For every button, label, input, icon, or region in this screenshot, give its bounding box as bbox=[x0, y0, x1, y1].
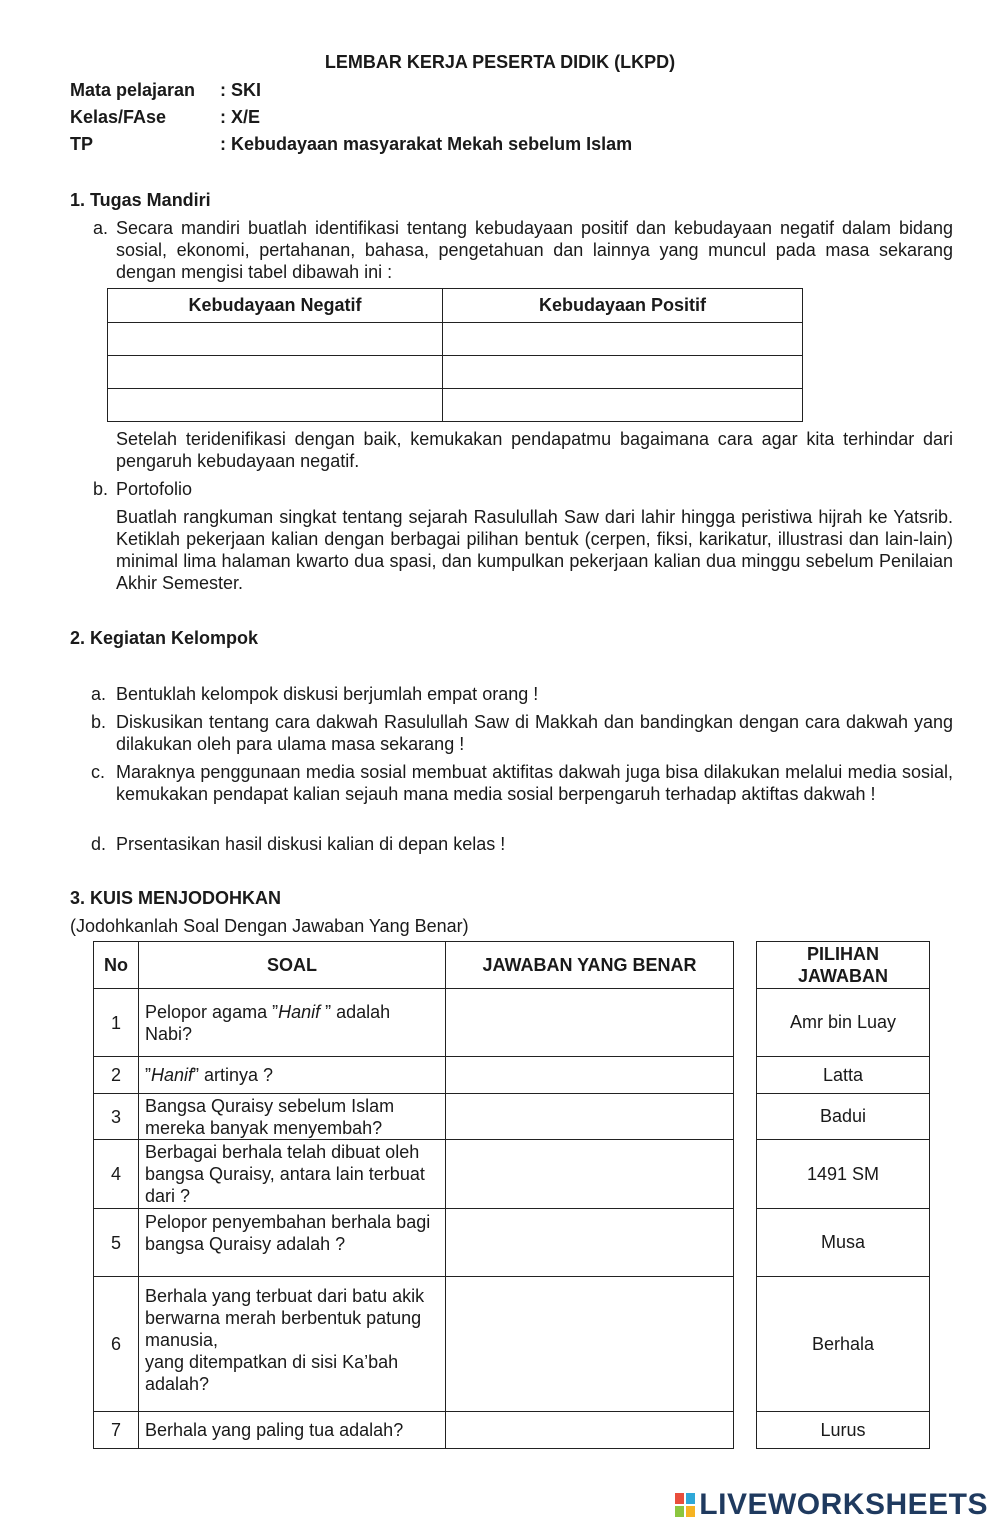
page-title: LEMBAR KERJA PESERTA DIDIK (LKPD) bbox=[324, 52, 676, 72]
question-text: Pelopor penyembahan berhala bagi bangsa Quraisy adalah ? bbox=[139, 1209, 446, 1277]
culture-table bbox=[107, 288, 803, 422]
header-value: : SKI bbox=[220, 80, 262, 100]
table-row bbox=[94, 1094, 734, 1140]
choices-header: PILIHAN JAWABAN bbox=[757, 942, 930, 989]
table-row bbox=[94, 1412, 734, 1449]
portfolio-text: Buatlah rangkuman singkat tentang sejarah Rasulullah Saw dari lahir hingga peristiwa hijrah ke Yatsrib. Ketiklah pekerjaan kalian dengan berbagai pilihan bentuk (cerpen, fiksi, karikatur, illustrasi dan lain-lain) minimal lima halaman kwarto dua spasi, dan kumpulkan pekerjaan kalian dua minggu sebelum Penilaian Akhir Semester. bbox=[116, 507, 953, 593]
answer-drop-zone[interactable] bbox=[446, 1277, 734, 1412]
question-text: Bangsa Quraisy sebelum Islam mereka banyak menyembah? bbox=[139, 1094, 446, 1140]
table-row bbox=[94, 1140, 734, 1209]
section-3-title: 3. KUIS MENJODOHKAN bbox=[70, 888, 282, 908]
question-text-pre: ” bbox=[145, 1065, 151, 1085]
culture-header-positive: Kebudayaan Positif bbox=[443, 289, 803, 323]
question-number: 2 bbox=[94, 1057, 139, 1094]
question-number: 5 bbox=[94, 1209, 139, 1277]
header-label: Mata pelajaran bbox=[70, 80, 196, 100]
question-number: 7 bbox=[94, 1412, 139, 1449]
section-1a-text: Secara mandiri buatlah identifikasi tentang kebudayaan positif dan kebudayaan negatif dalam bidang sosial, ekonomi, pertahanan, bahasa, pengetahuan dan lainnya yang muncul pada masa sekarang dengan mengisi tabel dibawah ini : bbox=[116, 218, 953, 282]
answer-choice[interactable]: Amr bin Luay bbox=[757, 989, 930, 1057]
quiz-header-answer: JAWABAN YANG BENAR bbox=[446, 942, 734, 989]
header-value: : X/E bbox=[220, 107, 261, 127]
quiz-header-no: No bbox=[94, 942, 139, 989]
portfolio-title: Portofolio bbox=[116, 479, 193, 499]
header-row-tp bbox=[0, 134, 1000, 158]
question-text: Berbagai berhala telah dibuat oleh bangsa Quraisy, antara lain terbuat dari ? bbox=[139, 1140, 446, 1209]
question-text-post: ” adalah Nabi? bbox=[145, 1001, 391, 1044]
list-item: Diskusikan tentang cara dakwah Rasulullah Saw di Makkah dan bandingkan dengan cara dakwah yang dilakukan oleh para ulama masa sekarang ! bbox=[116, 712, 953, 754]
question-number: 3 bbox=[94, 1094, 139, 1140]
choices-table bbox=[756, 941, 930, 1449]
item-label: d. bbox=[91, 834, 107, 854]
culture-cell-input[interactable] bbox=[443, 389, 803, 422]
question-text: Berhala yang terbuat dari batu akik berwarna merah berbentuk patung manusia, yang ditempatkan di sisi Ka’bah adalah? bbox=[139, 1277, 446, 1412]
question-text-emphasis: Hanif bbox=[151, 1065, 194, 1085]
list-item: Bentuklah kelompok diskusi berjumlah empat orang ! bbox=[116, 684, 539, 704]
question-text: Berhala yang paling tua adalah? bbox=[139, 1412, 446, 1449]
answer-choice[interactable]: Berhala bbox=[757, 1277, 930, 1412]
list-item: Maraknya penggunaan media sosial membuat aktifitas dakwah juga bisa dilakukan melalui media sosial, kemukakan pendapat kalian sejauh mana media sosial berpengaruh terhadap aktiftas dakwah ! bbox=[116, 762, 953, 804]
question-text-pre: Pelopor agama ” bbox=[145, 1001, 279, 1022]
question-number: 1 bbox=[94, 989, 139, 1057]
table-row bbox=[108, 356, 803, 389]
culture-cell-input[interactable] bbox=[443, 323, 803, 356]
answer-drop-zone[interactable] bbox=[446, 989, 734, 1057]
table-row bbox=[94, 1057, 734, 1094]
culture-cell-input[interactable] bbox=[108, 389, 443, 422]
question-text bbox=[139, 1057, 446, 1094]
liveworksheets-logo bbox=[675, 1488, 988, 1522]
answer-choice[interactable]: Lurus bbox=[757, 1412, 930, 1449]
culture-cell-input[interactable] bbox=[108, 356, 443, 389]
answer-drop-zone[interactable] bbox=[446, 1140, 734, 1209]
logo-text: LIVEWORKSHEETS bbox=[699, 1488, 988, 1521]
answer-drop-zone[interactable] bbox=[446, 1412, 734, 1449]
table-row bbox=[94, 989, 734, 1057]
header-label: Kelas/FAse bbox=[70, 107, 167, 127]
list-item: Prsentasikan hasil diskusi kalian di depan kelas ! bbox=[116, 834, 506, 854]
header-value: : Kebudayaan masyarakat Mekah sebelum Islam bbox=[220, 134, 633, 154]
answer-drop-zone[interactable] bbox=[446, 1209, 734, 1277]
table-row bbox=[108, 389, 803, 422]
answer-drop-zone[interactable] bbox=[446, 1094, 734, 1140]
question-number: 4 bbox=[94, 1140, 139, 1209]
answer-choice[interactable]: Musa bbox=[757, 1209, 930, 1277]
question-number: 6 bbox=[94, 1277, 139, 1412]
quiz-header-soal: SOAL bbox=[139, 942, 446, 989]
logo-blocks-icon bbox=[675, 1493, 695, 1517]
section-2-title: 2. Kegiatan Kelompok bbox=[70, 628, 259, 648]
item-label: c. bbox=[91, 762, 106, 782]
header-row-class bbox=[0, 107, 1000, 131]
answer-drop-zone[interactable] bbox=[446, 1057, 734, 1094]
item-label: b. bbox=[91, 712, 107, 732]
section-1-title: 1. Tugas Mandiri bbox=[70, 190, 211, 210]
item-label: a. bbox=[93, 218, 109, 238]
section-1-after-table: Setelah teridenifikasi dengan baik, kemukakan pendapatmu bagaimana cara agar kita terhindar dari pengaruh kebudayaan negatif. bbox=[116, 429, 953, 471]
header-row-subject bbox=[0, 80, 1000, 104]
question-text bbox=[139, 989, 446, 1057]
section-3-subtitle: (Jodohkanlah Soal Dengan Jawaban Yang Benar) bbox=[70, 916, 469, 936]
answer-choice[interactable]: Latta bbox=[757, 1057, 930, 1094]
table-row bbox=[94, 1277, 734, 1412]
culture-cell-input[interactable] bbox=[443, 356, 803, 389]
table-row bbox=[108, 323, 803, 356]
table-row bbox=[94, 1209, 734, 1277]
question-text-post: ” artinya ? bbox=[193, 1065, 274, 1085]
answer-choice[interactable]: 1491 SM bbox=[757, 1140, 930, 1209]
header-label: TP bbox=[70, 134, 94, 154]
culture-cell-input[interactable] bbox=[108, 323, 443, 356]
quiz-table bbox=[93, 941, 734, 1449]
answer-choice[interactable]: Badui bbox=[757, 1094, 930, 1140]
culture-header-negative: Kebudayaan Negatif bbox=[108, 289, 443, 323]
item-label: a. bbox=[91, 684, 107, 704]
question-text-emphasis: Hanif bbox=[278, 1001, 321, 1022]
item-label: b. bbox=[93, 479, 109, 499]
